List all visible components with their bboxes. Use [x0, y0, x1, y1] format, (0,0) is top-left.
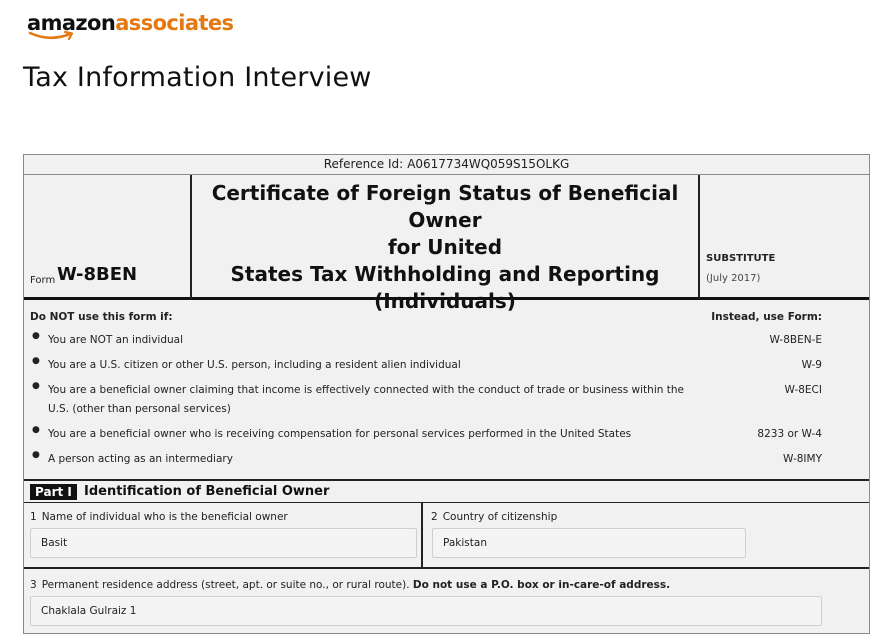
do-not-use-heading: Do NOT use this form if:: [30, 311, 173, 323]
field-label-text: Country of citizenship: [442, 511, 558, 523]
logo-associates-text: associates: [115, 11, 234, 35]
address-row: [24, 571, 869, 641]
citizenship-field[interactable]: Pakistan: [432, 528, 746, 558]
field-number: 1: [30, 511, 37, 523]
citizenship-label: [431, 511, 557, 523]
amazon-associates-logo[interactable]: [27, 10, 233, 36]
form-title: [192, 175, 700, 313]
field-number: 2: [431, 511, 438, 523]
page-title: Tax Information Interview: [23, 62, 372, 93]
condition-text: You are NOT an individual: [48, 334, 184, 346]
condition-text: You are a beneficial owner claiming that income is effectively connected with the conduct of trade or business within the U.S. (other than personal services): [48, 384, 684, 415]
bullet-icon: ●: [32, 450, 40, 460]
field-label-text: Name of individual who is the beneficial owner: [41, 511, 288, 523]
name-cell: [24, 503, 423, 567]
alternate-form: W-8IMY: [783, 453, 822, 465]
do-not-use-section: [24, 303, 869, 481]
amazon-smile-icon: [28, 30, 76, 42]
form-name: W-8BEN: [57, 264, 138, 285]
alternate-form: W-8ECI: [784, 384, 822, 396]
field-label-bold: Do not use a P.O. box or in-care-of address.: [412, 579, 671, 591]
form-id-cell: [24, 175, 192, 299]
revision-date: (July 2017): [706, 273, 761, 284]
form-header: [24, 175, 869, 313]
field-number: 3: [30, 579, 37, 591]
form-revision-cell: [701, 175, 869, 299]
bullet-icon: ●: [32, 381, 40, 391]
address-label: [30, 579, 670, 591]
bullet-icon: ●: [32, 425, 40, 435]
instead-use-heading: Instead, use Form:: [711, 311, 822, 323]
bullet-icon: ●: [32, 331, 40, 341]
alternate-form: 8233 or W-4: [757, 428, 822, 440]
name-field[interactable]: Basit: [30, 528, 417, 558]
condition-text: You are a U.S. citizen or other U.S. person, including a resident alien individual: [48, 359, 461, 371]
form-title-line: (Individuals): [374, 289, 516, 313]
substitute-label: SUBSTITUTE: [706, 253, 776, 264]
name-label: [30, 511, 288, 523]
address-field[interactable]: Chaklala Gulraiz 1: [30, 596, 822, 626]
form-word: Form: [30, 275, 56, 286]
form-title-line: Certificate of Foreign Status of Beneficial Owner: [211, 181, 679, 232]
form-title-line: States Tax Withholding and Reporting: [230, 262, 660, 286]
alternate-form: W-9: [801, 359, 822, 371]
logo-amazon-text: amazon: [27, 11, 116, 35]
reference-id-value: A0617734WQ059S15OLKG: [407, 157, 570, 171]
reference-id-label: Reference Id:: [323, 157, 404, 171]
part-tag: Part I: [30, 484, 77, 500]
bullet-icon: ●: [32, 356, 40, 366]
part-title: Identification of Beneficial Owner: [84, 484, 330, 499]
citizenship-cell: [425, 503, 869, 567]
condition-text: A person acting as an intermediary: [48, 453, 233, 465]
form-title-line: for United: [387, 235, 503, 259]
alternate-form: W-8BEN-E: [769, 334, 822, 346]
condition-text: You are a beneficial owner who is receiving compensation for personal services performed in the United States: [48, 428, 632, 440]
identification-row: [24, 503, 869, 569]
reference-id-bar: [24, 155, 869, 175]
field-label-text: Permanent residence address (street, apt. or suite no., or rural route).: [41, 579, 410, 591]
part-1-header: [24, 481, 869, 503]
w8ben-form: [23, 154, 870, 634]
